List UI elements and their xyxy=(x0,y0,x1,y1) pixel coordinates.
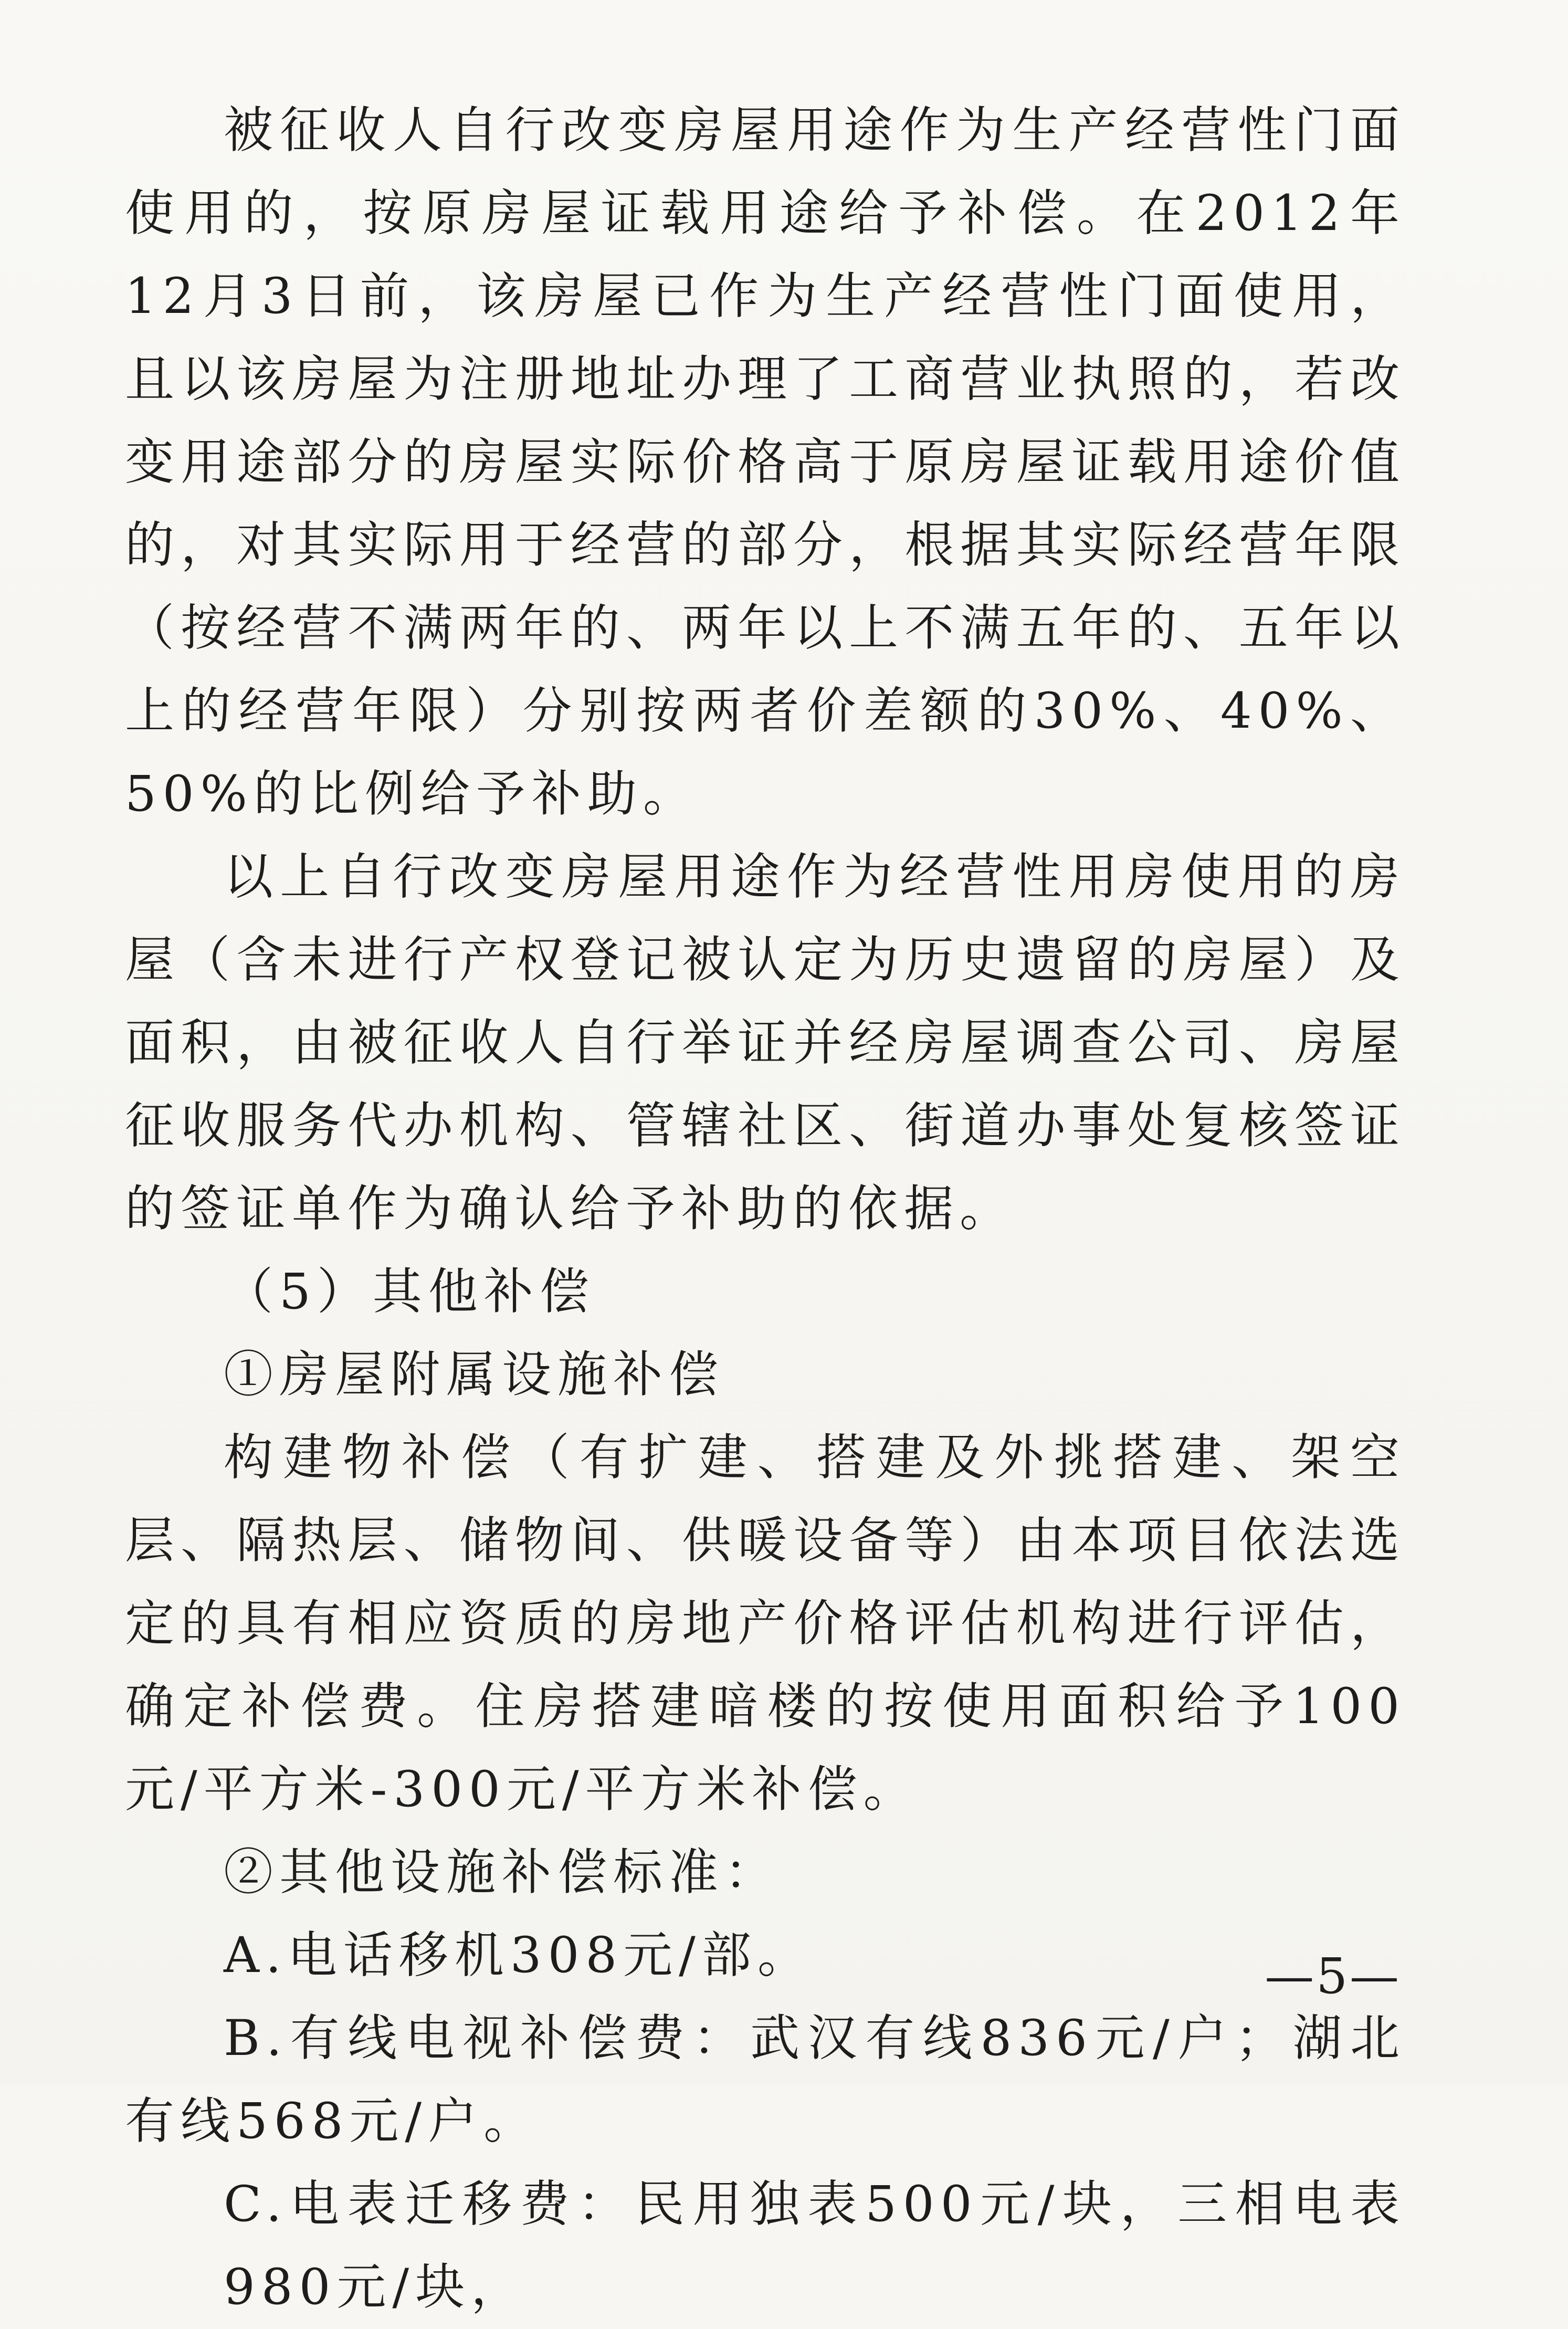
paragraph-evidence-basis: 以上自行改变房屋用途作为经营性用房使用的房屋（含未进行产权登记被认定为历史遗留的房屋）及面积，由被征收人自行举证并经房屋调查公司、房屋征收服务代办机构、管辖社区、街道办事处复核签证的签证单作为确认给予补助的依据。 xyxy=(125,848,1406,1237)
heading-other-facility-standards: ②其他设施补偿标准： xyxy=(224,1844,781,1901)
paragraph-structure-compensation: 构建物补偿（有扩建、搭建及外挑搭建、架空层、隔热层、储物间、供暖设备等）由本项目依法选定的具有相应资质的房地产价格评估机构进行评估，确定补偿费。住房搭建暗楼的按使用面积给予100元/平方米-300元/平方米补偿。 xyxy=(125,1429,1406,1818)
page-number: —5— xyxy=(1265,1948,1401,2005)
heading-ancillary-facilities: ①房屋附属设施补偿 xyxy=(224,1346,725,1403)
item-a-phone-relocation: A.电话移机308元/部。 xyxy=(224,1927,813,1984)
heading-other-compensation: （5）其他补偿 xyxy=(224,1263,595,1320)
paragraph-use-change-compensation: 被征收人自行改变房屋用途作为生产经营性门面使用的，按原房屋证载用途给予补偿。在2012年12月3日前，该房屋已作为生产经营性门面使用，且以该房屋为注册地址办理了工商营业执照的，若改变用途部分的房屋实际价格高于原房屋证载用途价值的，对其实际用于经营的部分，根据其实际经营年限（按经营不满两年的、两年以上不满五年的、五年以上的经营年限）分别按两者价差额的30%、40%、50%的比例给予补助。 xyxy=(125,102,1406,823)
item-b-cable-tv: B.有线电视补偿费：武汉有线836元/户；湖北有线568元/户。 xyxy=(125,2010,1406,2150)
item-c-meter-relocation: C.电表迁移费：民用独表500元/块，三相电表980元/块， xyxy=(224,2176,1406,2316)
body-text xyxy=(125,89,1406,2329)
